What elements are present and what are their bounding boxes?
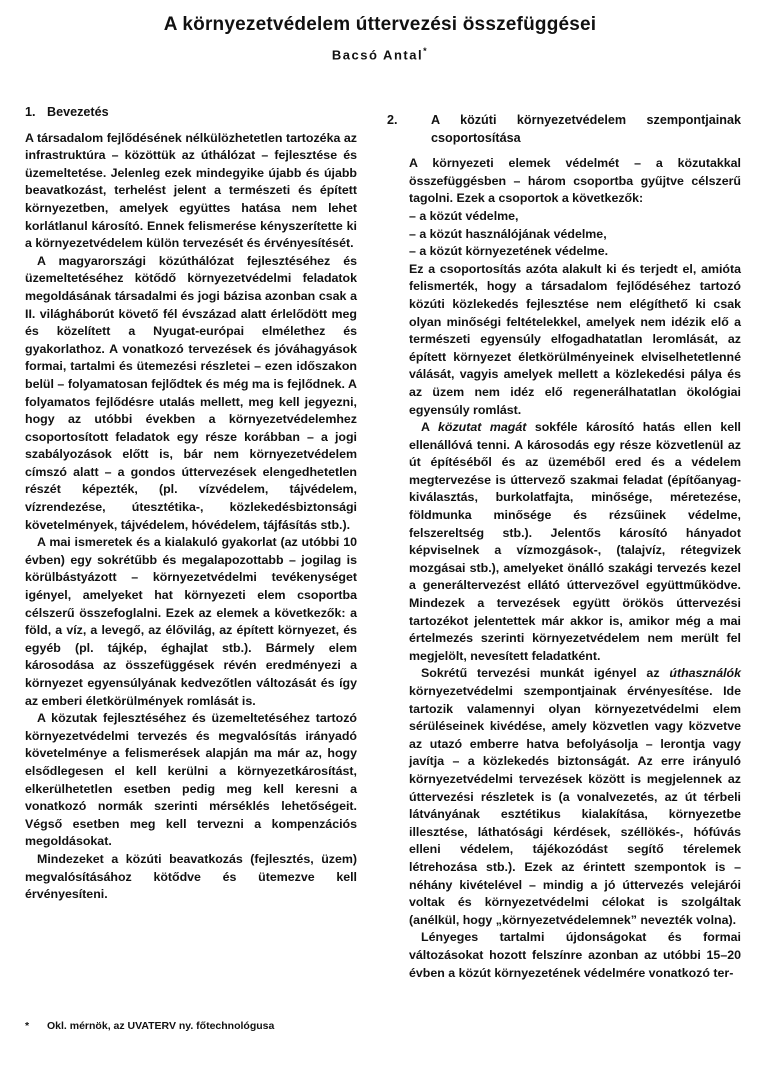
left-column: [25, 104, 357, 904]
emphasis: úthasználók: [669, 666, 741, 681]
paragraph: A mai ismeretek és a kialakuló gyakorlat (az utóbbi 10 évben) egy sokrétűbb és megalapozottabb – jogilag is körülbástyázott – környezetvédelmi tevékenységet igényel, amelyeket hat környezeti elem csoportba célszerű összefoglalni. Ezek az elemek a következők: a föld, a víz, a levegő, az élővilág, az épített környezet, és egyéb (pl. tájkép, éghajlat stb.). Bármely elem károsodása az összefüggések révén eredményezi a környezet egyensúlyának kedvezőtlen változását és így az emberi életkörülmények romlását is.: [25, 535, 357, 708]
text-run: környezetvédelmi szempontjainak érvényesítése. Ide tartozik valamennyi olyan környezetvédelmi elem sérüléseinek kivédése, amely közvetlen vagy közvetve az utazó emberre hatva befolyásolja – lerontja vagy javítja – a közlekedés biztonságát. Az erre irányuló környezetvédelmi tervezések között is megjelennek az úttervezési részletek is (a vonalvezetés, az út térbeli látványának esztétikus kialakítása, környezetbe illesztése, láthatósági kérdések, széllökés-, hófúvás elleni védelem, tájékozódást segítő térelemek létrehozása stb.). Ezek az érintett szempontok is – néhány kivételével – mindig a jó úttervezés velejárói voltak és környezetvédelmi célokat is szolgáltak (anélkül, hogy „környezetvédelemnek” nevezték volna).: [409, 684, 741, 927]
paragraph: Mindezeket a közúti beavatkozás (fejlesztés, üzem) megvalósításához kötődve és ütemezve kell érvényesíteni.: [25, 851, 357, 902]
footnote-mark: *: [25, 1020, 30, 1032]
paragraph: [409, 419, 741, 665]
paragraph: Ez a csoportosítás azóta alakult ki és terjedt el, amióta felismerték, hogy a társadalom fejlődéséhez tartozó közúti közlekedés fejlesztése nem elégíthető ki csak olyan minőségi feltételekkel, amelyek nem idézik elő a természeti egyensúly elfogadhatatlan leromlását, az épített környezet életkörülményeinek elviselhetetlenné válását, vagyis amelyek mellett a közlekedési pálya és az üzem nem idéz elő regenerálhatatlan ökológiai egyensúly romlást.: [409, 261, 741, 417]
list-item: – a közút környezetének védelme.: [409, 244, 609, 259]
paragraph: [409, 665, 741, 929]
list-item: – a közút védelme,: [409, 208, 519, 223]
footnote-text: Okl. mérnök, az UVATERV ny. főtechnológusa: [47, 1020, 275, 1032]
right-column: [387, 112, 741, 982]
text-run: A: [421, 420, 438, 435]
article-title: A környezetvédelem úttervezési összefüggései: [163, 14, 597, 35]
paragraph: A közutak fejlesztéséhez és üzemeltetéséhez tartozó környezetvédelmi tervezés és megvalósítás irányadó követelménye a felismerések alapján ma már az, hogy elsődlegesen el kell kerülni a környezetkárosítást, elkerülhetetlen esetben pedig meg kell keresni a vonatkozó normák szerinti mérséklés lehetőségeit. Végső esetben meg kell tervezni a kompenzációs megoldásokat.: [25, 711, 357, 849]
section-2-heading: [387, 112, 741, 147]
paragraph: A magyarországi közúthálózat fejlesztéséhez és üzemeltetéséhez kötődő környezetvédelmi feladatok megoldásának társadalmi és jogi bázisa azonban csak a II. világháborút követő fél évszázad alatt érlelődött meg és közelített a Nyugat-európai elmélethez és gyakorlathoz. A vonatkozó tervezések és jóváhagyások formai, tartalmi és ütemezési részletei – ezen időszakon belül – folyamatosan fejlődtek és még ma is fejlődnek. A folyamatos fejlődésre utalás mellett, meg kell jegyezni, hogy az utóbbi években a környezetvédelemhez csoportosított feladatok egy része korábban – a jogi szabályozások előtt is, bár nem környezetvédelem címszó alatt – a gondos úttervezések elengedhetetlen részét képezték, (pl. vízvédelem, tájvédelem, vízrendezése, útesztétika-, közlekedésbiztonsági követelmények, tájvédelem, hóvédelem, tájfásítás stb.).: [25, 253, 357, 532]
list-item: – a közút használójának védelme,: [409, 226, 607, 241]
emphasis: közutat magát: [437, 420, 527, 435]
section-1-title: Bevezetés: [47, 105, 109, 119]
section-2-number: 2.: [387, 113, 398, 127]
section-2-title: A közúti környezetvédelem szempontjainak csoportosítása: [431, 113, 741, 145]
paragraph: A társadalom fejlődésének nélkülözhetetlen tartozéka az infrastruktúra – közöttük az úthálózat – fejlesztése és üzemeltetése. Jelenleg ezek mindegyike újabb és újabb beavatkozást, terhelést jelent a természeti és épített környezetben, amelyek együttes hatása nem lehet korlátlanul károsító. Ennek felismerése kényszerítette ki a környezetvédelem külön tervezését és érvényesítését.: [25, 130, 357, 251]
text-run: Sokrétű tervezési munkát igényel az: [421, 666, 670, 681]
paragraph: A környezeti elemek védelmét – a közutakkal összefüggésben – három csoportba gyűjtve célszerű tagolni. Ezek a csoportok a következők:: [409, 156, 741, 206]
author-footnote-mark: *: [423, 46, 429, 56]
text-run: sokféle károsító hatás ellen kell ellenállóvá tenni. A károsodás egy része közvetlenül az út építéséből és az üzeméből ered és a védelem megtervezése is úttervező szakmai feladat (építőanyag-kiválasztás, burkolatfajta, minősége, méretezése, földmunka minősége és rézsűinek védelme, felszereltség stb.). Jelentős károsító hányadot képviselnek a vízmozgások-, (talajvíz, rétegvizek mozgásai stb.), amelyeket önálló szakági tervezés kezel a generáltervezést ellátó úttervezővel együttműködve. Mindezek a tervezések együtt örökös úttervezési tartozékot jelentettek már akkor is, amikor még a mai értelmezés szerinti környezetvédelem nem merült fel megjelölt, nevesített feladatként.: [409, 420, 741, 663]
paragraph: Lényeges tartalmi újdonságokat és formai változásokat hozott felszínre azonban az utóbbi 15–20 évben a közút környezetének védelmére vonatkozó ter-: [409, 930, 741, 980]
author-line: [0, 46, 760, 62]
author-name: Bacsó Antal: [331, 47, 424, 63]
section-1-heading: [25, 104, 357, 122]
footnote: [25, 1020, 357, 1032]
section-1-number: 1.: [25, 105, 36, 119]
